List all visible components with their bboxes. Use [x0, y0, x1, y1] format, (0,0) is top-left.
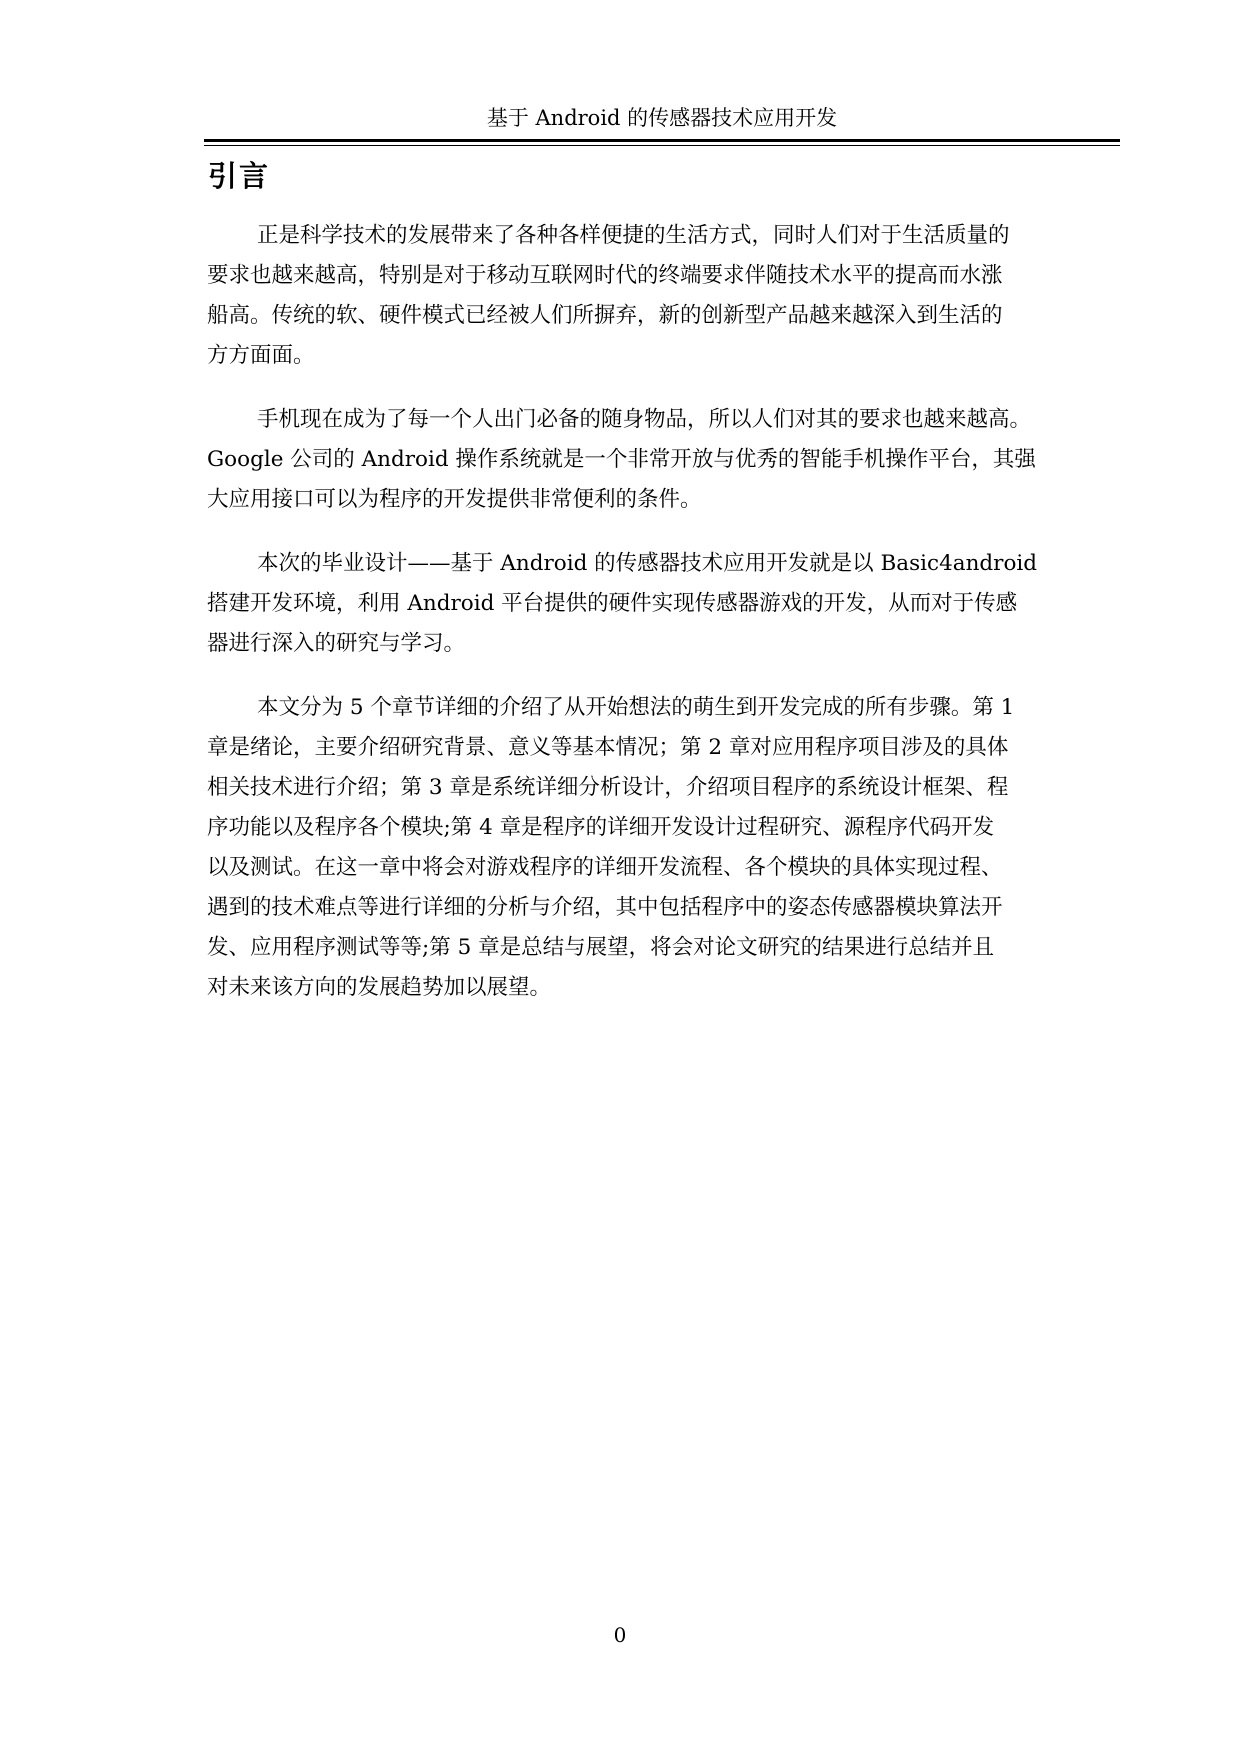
text-line: 本次的毕业设计——基于 Android 的传感器技术应用开发就是以 Basic4android — [257, 551, 1038, 576]
section-heading: 引言 — [208, 159, 271, 193]
text-line: 对未来该方向的发展趋势加以展望。 — [207, 975, 552, 1000]
text-line: 搭建开发环境，利用 Android 平台提供的硬件实现传感器游戏的开发，从而对于传感 — [207, 591, 1018, 616]
page-number: 0 — [613, 1623, 627, 1647]
text-line: 遇到的技术难点等进行详细的分析与介绍，其中包括程序中的姿态传感器模块算法开 — [207, 895, 1003, 920]
header-rule-thick — [204, 139, 1120, 142]
text-line: 以及测试。在这一章中将会对游戏程序的详细开发流程、各个模块的具体实现过程、 — [207, 855, 1003, 880]
text-line: 方方面面。 — [207, 343, 315, 368]
paragraph-4 — [207, 688, 1121, 1008]
text-line: 要求也越来越高，特别是对于移动互联网时代的终端要求伴随技术水平的提高而水涨 — [207, 263, 1003, 288]
text-line: 章是绪论，主要介绍研究背景、意义等基本情况；第 2 章对应用程序项目涉及的具体 — [207, 735, 1009, 760]
text-line: 正是科学技术的发展带来了各种各样便捷的生活方式，同时人们对于生活质量的 — [257, 223, 1010, 248]
text-line: 手机现在成为了每一个人出门必备的随身物品，所以人们对其的要求也越来越高。 — [257, 407, 1032, 432]
running-header: 基于 Android 的传感器技术应用开发 — [486, 106, 838, 130]
text-line: Google 公司的 Android 操作系统就是一个非常开放与优秀的智能手机操作平台，其强 — [207, 447, 1036, 472]
body-text — [207, 216, 1121, 1032]
text-line: 序功能以及程序各个模块;第 4 章是程序的详细开发设计过程研究、源程序代码开发 — [207, 815, 995, 840]
text-line: 器进行深入的研究与学习。 — [207, 631, 466, 656]
text-line: 发、应用程序测试等等;第 5 章是总结与展望，将会对论文研究的结果进行总结并且 — [207, 935, 995, 960]
header-rule-thin — [204, 145, 1120, 146]
text-line: 本文分为 5 个章节详细的介绍了从开始想法的萌生到开发完成的所有步骤。第 1 — [257, 695, 1015, 720]
paragraph-3 — [207, 544, 1121, 664]
paragraph-1 — [207, 216, 1121, 376]
text-line: 相关技术进行介绍；第 3 章是系统详细分析设计，介绍项目程序的系统设计框架、程 — [207, 775, 1009, 800]
paragraph-2 — [207, 400, 1121, 520]
text-line: 大应用接口可以为程序的开发提供非常便利的条件。 — [207, 487, 702, 512]
text-line: 船高。传统的软、硬件模式已经被人们所摒弃，新的创新型产品越来越深入到生活的 — [207, 303, 1003, 328]
